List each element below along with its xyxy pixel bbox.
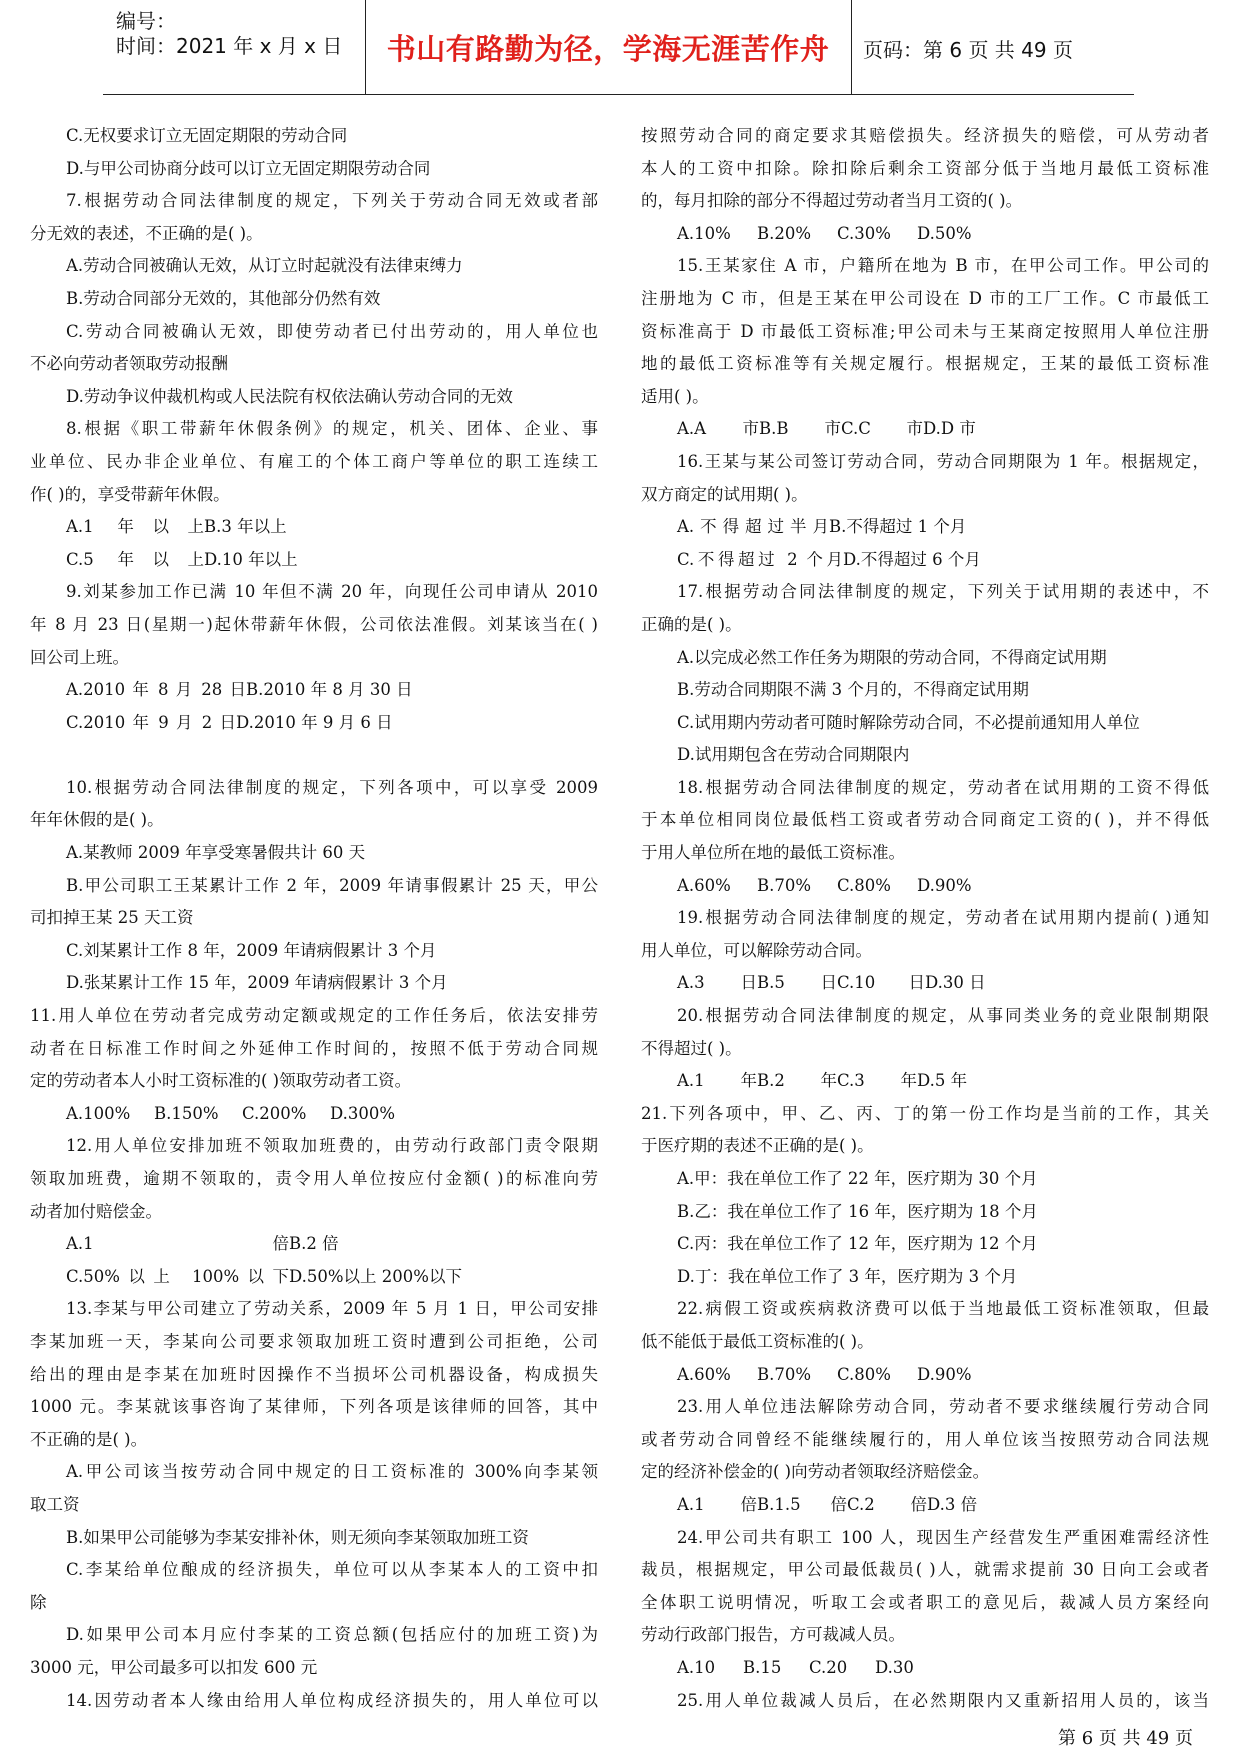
text-line: 3000 元，甲公司最多可以扣发 600 元 bbox=[30, 1657, 318, 1677]
option: B.乙：我在单位工作了 16 年，医疗期为 18 个月 bbox=[677, 1201, 1038, 1221]
option: C.2010 年 9 月 2 日 bbox=[66, 712, 236, 732]
motto: 书山有路勤为径，学海无涯苦作舟 bbox=[386, 31, 830, 66]
option-row bbox=[641, 1065, 1209, 1098]
text-line: 动者在日标准工作时间之外延伸工作时间的，按照不低于劳动合同规 bbox=[30, 1038, 598, 1058]
option: A.60% bbox=[677, 1364, 731, 1384]
text-line: 资标准高于 D 市最低工资标准;甲公司未与王某商定按照用人单位注册 bbox=[641, 321, 1209, 341]
option: A.1 年以上 bbox=[66, 517, 204, 537]
text-line: 裁员，根据规定，甲公司最低裁员( )人，就需求提前 30 日向工会或者 bbox=[641, 1560, 1209, 1580]
option-row bbox=[30, 1098, 598, 1131]
option: B.70% bbox=[757, 1364, 812, 1384]
option: C.C 市 bbox=[841, 419, 923, 439]
option-row bbox=[30, 707, 598, 740]
option: D.3 倍 bbox=[927, 1494, 978, 1514]
question-20: 20.根据劳动合同法律制度的规定，从事同类业务的竞业限制期限 bbox=[677, 1006, 1209, 1026]
option: C.3 年 bbox=[837, 1071, 917, 1091]
header-motto-cell bbox=[365, 0, 852, 94]
text-line: 除 bbox=[30, 1592, 47, 1612]
option: D.张某累计工作 15 年，2009 年请病假累计 3 个月 bbox=[66, 973, 448, 993]
option: D.D 市 bbox=[923, 419, 976, 439]
question-9: 9.刘某参加工作已满 10 年但不满 20 年，向现任公司申请从 2010 bbox=[66, 582, 598, 602]
option-row bbox=[641, 967, 1209, 1000]
page-footer: 第 6 页 共 49 页 bbox=[1058, 1728, 1193, 1749]
option-row bbox=[30, 674, 598, 707]
question-24: 24.甲公司共有职工 100 人，现因生产经营发生严重困难需经济性 bbox=[677, 1527, 1209, 1547]
option: D.90% bbox=[917, 1364, 972, 1384]
option: C.李某给单位酿成的经济损失，单位可以从李某本人的工资中扣 bbox=[66, 1560, 598, 1580]
question-11: 11.用人单位在劳动者完成劳动定额或规定的工作任务后，依法安排劳 bbox=[30, 1006, 598, 1026]
option: B.1.5 倍 bbox=[757, 1494, 847, 1514]
option: A.10 bbox=[677, 1657, 716, 1677]
option: A.100% bbox=[66, 1103, 131, 1123]
option: B.5 日 bbox=[757, 973, 837, 993]
option-row bbox=[641, 870, 1209, 903]
text-line: 作( )的，享受带薪年休假。 bbox=[30, 484, 230, 504]
text-line: 领取加班费，逾期不领取的，责令用人单位按应付金额( )的标准向劳 bbox=[30, 1169, 598, 1188]
option: D.不得超过 6 个月 bbox=[843, 549, 981, 569]
text-line: 按照劳动合同的商定要求其赔偿损失。经济损失的赔偿，可从劳动者 bbox=[641, 126, 1209, 145]
option: D.如果甲公司本月应付李某的工资总额(包括应付的加班工资)为 bbox=[66, 1625, 598, 1645]
option: B.劳动合同期限不满 3 个月的，不得商定试用期 bbox=[677, 680, 1029, 700]
option-row bbox=[30, 511, 598, 544]
option: A.10% bbox=[677, 223, 731, 243]
option: D.10 年以上 bbox=[204, 549, 298, 569]
text-line: 定的劳动者本人小时工资标准的( )领取劳动者工资。 bbox=[30, 1071, 412, 1091]
text-line: 双方商定的试用期( )。 bbox=[641, 484, 808, 504]
text-line: 或者劳动合同曾经不能继续履行的，用人单位该当按照劳动合同法规 bbox=[641, 1429, 1209, 1449]
option: C.20 bbox=[809, 1657, 848, 1677]
option-row bbox=[30, 544, 598, 577]
text-line: 取工资 bbox=[30, 1494, 80, 1514]
text-line: 年年休假的是( )。 bbox=[30, 810, 164, 830]
question-15: 15.王某家住 A 市，户籍所在地为 B 市，在甲公司工作。甲公司的 bbox=[677, 256, 1209, 276]
option: C.80% bbox=[837, 1364, 891, 1384]
option-row bbox=[641, 544, 1209, 577]
text-line: 不得超过( )。 bbox=[641, 1038, 742, 1058]
text-line: 年 8 月 23 日(星期一)起休带薪年休假，公司依法准假。刘某该当在( ) bbox=[30, 614, 598, 634]
option: B.2 年 bbox=[757, 1071, 837, 1091]
option: B.70% bbox=[757, 875, 812, 895]
option: C.50%以上 100%以下 bbox=[66, 1266, 289, 1286]
text-line: D.与甲公司协商分歧可以订立无固定期限劳动合同 bbox=[66, 158, 431, 178]
option: B.20% bbox=[757, 223, 812, 243]
option: A.劳动合同被确认无效，从订立时起就没有法律束缚力 bbox=[66, 256, 463, 276]
text-line: 本人的工资中扣除。除扣除后剩余工资部分低于当地月最低工资标准 bbox=[641, 158, 1209, 178]
question-13: 13.李某与甲公司建立了劳动关系，2009 年 5 月 1 日，甲公司安排 bbox=[66, 1299, 598, 1319]
text-line: 于本单位相同岗位最低档工资或者劳动合同商定工资的( )，并不得低 bbox=[641, 810, 1209, 830]
text-line: 不必向劳动者领取劳动报酬 bbox=[30, 354, 228, 374]
text-line: 于用人单位所在地的最低工资标准。 bbox=[641, 843, 905, 863]
text-line: 回公司上班。 bbox=[30, 647, 129, 667]
option-row bbox=[30, 1261, 598, 1294]
text-line: 全体职工说明情况，听取工会或者职工的意见后，裁减人员方案经向 bbox=[641, 1592, 1209, 1612]
option: A.甲公司该当按劳动合同中规定的日工资标准的 300%向李某领 bbox=[66, 1462, 598, 1482]
text-line: 劳动行政部门报告，方可裁减人员。 bbox=[641, 1625, 905, 1645]
text-line: 的，每月扣除的部分不得超过劳动者当月工资的( )。 bbox=[641, 191, 1023, 211]
question-18: 18.根据劳动合同法律制度的规定，劳动者在试用期的工资不得低 bbox=[677, 777, 1209, 797]
option: B.2010 年 8 月 30 日 bbox=[246, 680, 413, 700]
option: C.80% bbox=[837, 875, 891, 895]
text-line: 地的最低工资标准等有关规定履行。根据规定，王某的最低工资标准 bbox=[641, 354, 1209, 374]
question-8: 8.根据《职工带薪年休假条例》的规定，机关、团体、企业、事 bbox=[66, 419, 598, 439]
option: A.2010 年 8 月 28 日 bbox=[66, 680, 246, 700]
text-line: 司扣掉王某 25 天工资 bbox=[30, 908, 194, 928]
option: A.甲：我在单位工作了 22 年，医疗期为 30 个月 bbox=[677, 1169, 1038, 1188]
option: C.200% bbox=[242, 1103, 307, 1123]
option: A.以完成必然工作任务为期限的劳动合同，不得商定试用期 bbox=[677, 647, 1107, 667]
option: A.某教师 2009 年享受寒暑假共计 60 天 bbox=[66, 843, 366, 863]
question-17: 17.根据劳动合同法律制度的规定，下列关于试用期的表述中，不 bbox=[677, 582, 1209, 602]
option: C.5 年以上 bbox=[66, 549, 204, 569]
option: C.丙：我在单位工作了 12 年，医疗期为 12 个月 bbox=[677, 1234, 1038, 1254]
option: C.试用期内劳动者可随时解除劳动合同，不必提前通知用人单位 bbox=[677, 712, 1140, 732]
option: C.刘某累计工作 8 年，2009 年请病假累计 3 个月 bbox=[66, 940, 437, 960]
option: D.劳动争议仲裁机构或人民法院有权依法确认劳动合同的无效 bbox=[66, 386, 513, 406]
option-row bbox=[641, 1652, 1209, 1685]
text-line: 李某加班一天，李某向公司要求领取加班工资时遭到公司拒绝，公司 bbox=[30, 1331, 598, 1351]
page-label: 页码：第 6 页 共 49 页 bbox=[863, 38, 1073, 62]
option: D.300% bbox=[330, 1103, 396, 1123]
text-line: 正确的是( )。 bbox=[641, 614, 742, 634]
option: C.不得超过 2 个月 bbox=[677, 549, 843, 569]
question-19: 19.根据劳动合同法律制度的规定，劳动者在试用期内提前( )通知 bbox=[677, 908, 1209, 928]
question-10: 10.根据劳动合同法律制度的规定，下列各项中，可以享受 2009 bbox=[66, 777, 598, 797]
option: A.1 年 bbox=[677, 1071, 757, 1091]
option: C.10 日 bbox=[837, 973, 925, 993]
option: D.2010 年 9 月 6 日 bbox=[236, 712, 393, 732]
option: B.甲公司职工王某累计工作 2 年，2009 年请事假累计 25 天，甲公 bbox=[66, 875, 598, 895]
option: B.B 市 bbox=[759, 419, 841, 439]
text-line: 1000 元。李某就该事咨询了某律师，下列各项是该律师的回答，其中 bbox=[30, 1397, 598, 1417]
text-line: 用人单位，可以解除劳动合同。 bbox=[641, 940, 872, 960]
time-label: 时间：2021 年 x 月 x 日 bbox=[116, 34, 343, 58]
text-line: C.无权要求订立无固定期限的劳动合同 bbox=[66, 126, 348, 145]
question-21: 21.下列各项中，甲、乙、丙、丁的第一份工作均是当前的工作，其关 bbox=[641, 1103, 1209, 1123]
option: B.15 bbox=[743, 1657, 782, 1677]
question-25: 25.用人单位裁减人员后，在必然期限内又重新招用人员的，该当 bbox=[677, 1690, 1209, 1710]
question-23: 23.用人单位违法解除劳动合同，劳动者不要求继续履行劳动合同 bbox=[677, 1397, 1209, 1417]
option: C.劳动合同被确认无效，即使劳动者已付出劳动的，用人单位也 bbox=[66, 321, 598, 341]
blank-line bbox=[30, 739, 598, 772]
option: D.丁：我在单位工作了 3 年，医疗期为 3 个月 bbox=[677, 1266, 1018, 1286]
option: B.2 倍 bbox=[289, 1234, 339, 1254]
text-line: 分无效的表述，不正确的是( )。 bbox=[30, 223, 263, 243]
option: B.如果甲公司能够为李某安排补休，则无须向李某领取加班工资 bbox=[66, 1527, 529, 1547]
option: D.5 年 bbox=[917, 1071, 968, 1091]
text-line: 不正确的是( )。 bbox=[30, 1429, 148, 1449]
option-row bbox=[30, 1228, 598, 1261]
option-row bbox=[641, 1359, 1209, 1392]
header-meta bbox=[103, 0, 366, 94]
option: C.2 倍 bbox=[847, 1494, 927, 1514]
option: B.150% bbox=[154, 1103, 219, 1123]
option-row bbox=[641, 413, 1209, 446]
question-12: 12.用人单位安排加班不领取加班费的，由劳动行政部门责令限期 bbox=[66, 1136, 598, 1156]
text-line: 低不能低于最低工资标准的( )。 bbox=[641, 1331, 874, 1351]
option: A.不得超过半月 bbox=[677, 517, 829, 537]
question-14: 14.因劳动者本人缘由给用人单位构成经济损失的，用人单位可以 bbox=[66, 1690, 598, 1710]
question-7: 7.根据劳动合同法律制度的规定，下列关于劳动合同无效或者部 bbox=[66, 191, 598, 211]
left-column bbox=[30, 120, 598, 1717]
option: A.3 日 bbox=[677, 973, 757, 993]
option-row bbox=[641, 1489, 1209, 1522]
serial-label: 编号： bbox=[116, 9, 176, 33]
option: A.60% bbox=[677, 875, 731, 895]
option: B.3 年以上 bbox=[204, 517, 287, 537]
option: B.劳动合同部分无效的，其他部分仍然有效 bbox=[66, 288, 381, 308]
option: D.90% bbox=[917, 875, 972, 895]
option: B.不得超过 1 个月 bbox=[829, 517, 967, 537]
page-header bbox=[103, 0, 1134, 95]
option-row bbox=[641, 218, 1209, 251]
question-16: 16.王某与某公司签订劳动合同，劳动合同期限为 1 年。根据规定， bbox=[677, 451, 1209, 471]
text-line: 业单位、民办非企业单位、有雇工的个体工商户等单位的职工连续工 bbox=[30, 451, 598, 471]
text-line: 动者加付赔偿金。 bbox=[30, 1201, 162, 1221]
text-line: 注册地为 C 市，但是王某在甲公司设在 D 市的工厂工作。C 市最低工 bbox=[641, 288, 1209, 308]
option: A.1 倍 bbox=[66, 1234, 289, 1254]
text-line: 给出的理由是李某在加班时因操作不当损坏公司机器设备，构成损失 bbox=[30, 1364, 598, 1384]
option-row bbox=[641, 511, 1209, 544]
option: C.30% bbox=[837, 223, 891, 243]
option: D.30 bbox=[875, 1657, 914, 1677]
text-line: 定的经济补偿金的( )向劳动者领取经济赔偿金。 bbox=[641, 1462, 990, 1482]
option: D.试用期包含在劳动合同期限内 bbox=[677, 745, 910, 765]
text-line: 于医疗期的表述不正确的是( )。 bbox=[641, 1136, 874, 1156]
option: D.50%以上 200%以下 bbox=[289, 1266, 462, 1286]
text-line: 适用( )。 bbox=[641, 386, 709, 406]
right-column bbox=[641, 120, 1209, 1717]
option: D.30 日 bbox=[925, 973, 986, 993]
option: D.50% bbox=[917, 223, 972, 243]
question-22: 22.病假工资或疾病救济费可以低于当地最低工资标准领取，但最 bbox=[677, 1299, 1209, 1319]
option: A.1 倍 bbox=[677, 1494, 757, 1514]
option: A.A 市 bbox=[677, 419, 759, 439]
